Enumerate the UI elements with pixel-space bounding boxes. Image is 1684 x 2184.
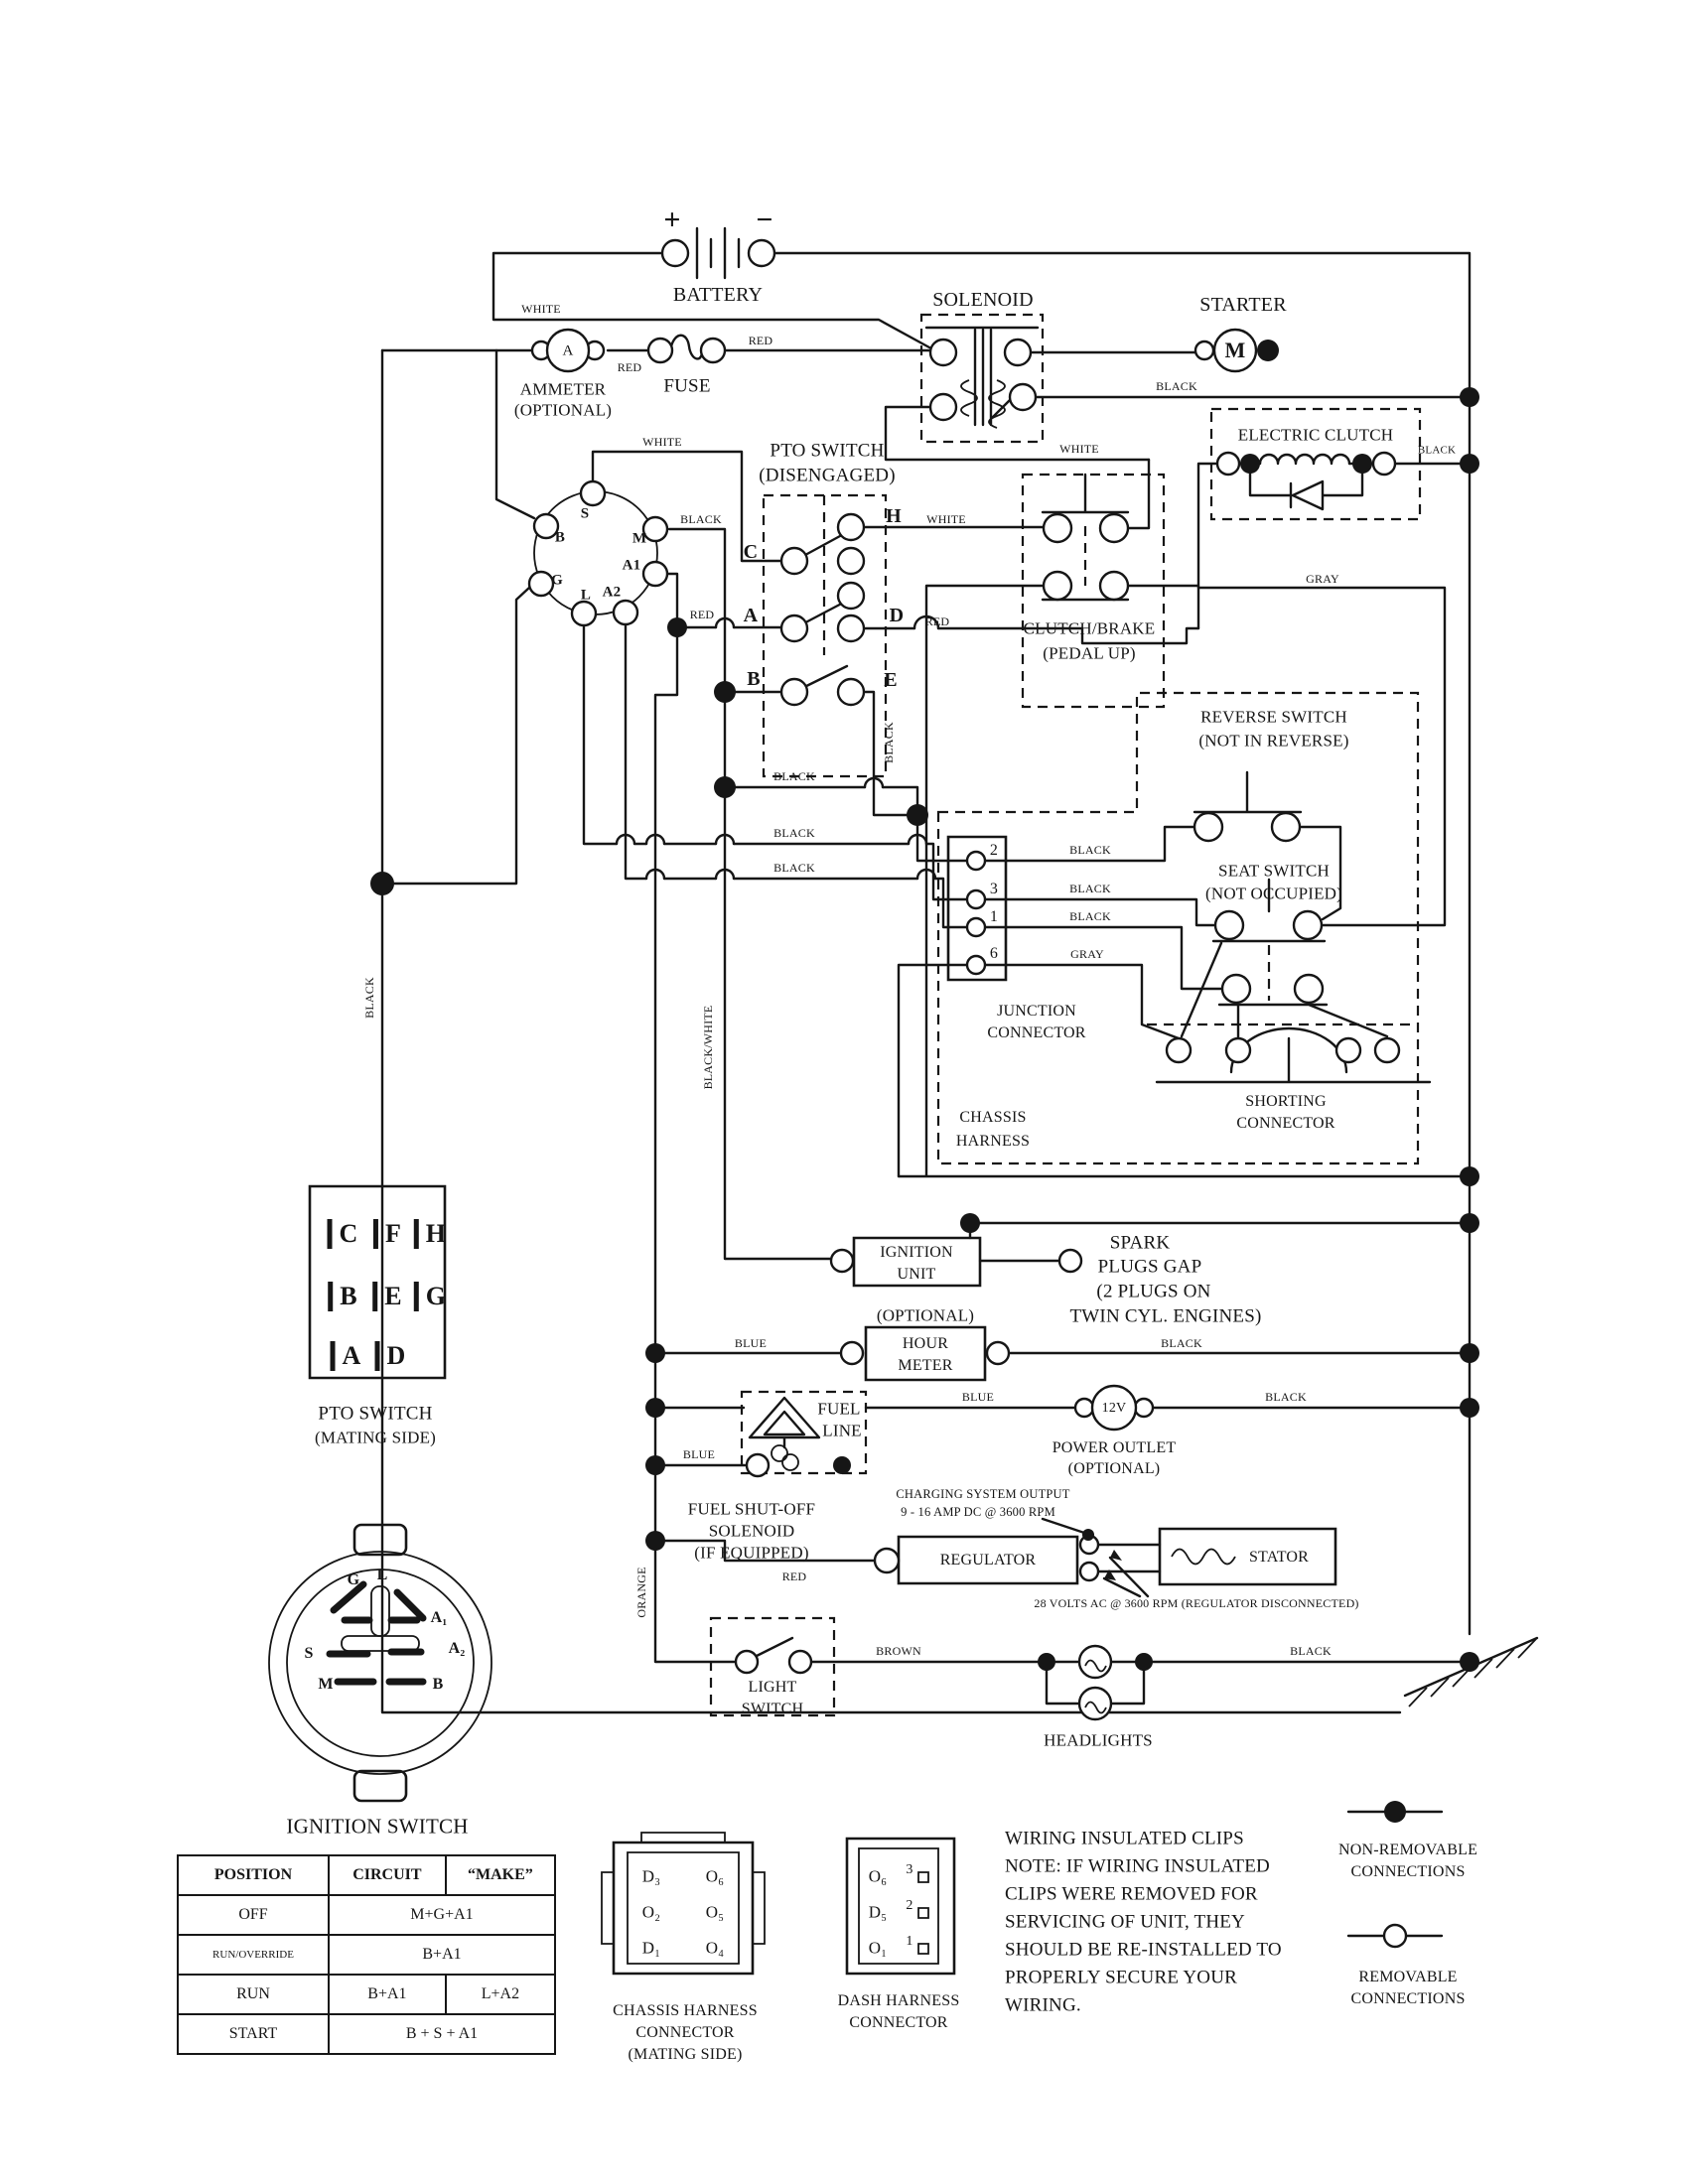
wire-white-1: WHITE [521,302,561,316]
light-switch-symbol [736,1638,811,1673]
starter-m: M [1224,338,1246,362]
wire-black-hour: BLACK [1161,1336,1202,1350]
dash-conn-pin-3n: 1 [906,1934,913,1949]
ign-pin-a1: A1 [622,557,641,574]
fuel-solenoid-label-1: FUEL SHUT-OFF [687,1499,816,1519]
dash-conn-pin-1: O₆ [868,1866,888,1886]
wire-black-clutch: BLACK [1417,444,1457,457]
dash-conn-pin-2n: 2 [906,1898,913,1913]
electric-clutch-symbol [1217,453,1395,509]
ground-symbol [1405,1638,1537,1706]
pto-pin-h: H [886,505,902,527]
junction-pin-3: 3 [989,881,999,897]
ammeter-label-1: AMMETER [519,379,607,399]
wire-red-1: RED [617,360,642,374]
wire-red-d: RED [924,614,950,628]
ign-pin-l: L [580,587,592,604]
spark-label-2: PLUGS GAP [1097,1256,1202,1278]
pto-mating-pin-f: F [373,1219,401,1249]
junction-pin-2: 2 [989,842,999,859]
note-line-6: PROPERLY SECURE YOUR [1005,1967,1238,1988]
note-line-1: WIRING INSULATED CLIPS [1005,1828,1244,1849]
chassis-conn-pin-6: O₄ [705,1938,725,1958]
solenoid-label: SOLENOID [932,289,1034,311]
table-cell: OFF [178,1895,329,1935]
starter-label: STARTER [1199,294,1287,316]
table-cell: B + S + A1 [329,2014,555,2054]
ign-conn-s: S [304,1645,314,1662]
wire-gray-j6: GRAY [1070,947,1104,961]
ammeter-a: A [562,342,574,359]
wire-black-e: BLACK [882,722,896,763]
table-cell: L+A2 [446,1975,555,2014]
light-switch-label-2: SWITCH [741,1701,804,1717]
chassis-conn-label-3: (MATING SIDE) [628,2046,743,2063]
wire-red-2: RED [748,334,773,347]
note-line-2: NOTE: IF WIRING INSULATED [1005,1855,1270,1877]
dash-conn-pin-1n: 3 [906,1862,913,1877]
stator-box [1160,1529,1335,1584]
junction-connector-pins [967,852,985,974]
pto-mating-pin-a: A [331,1341,361,1371]
table-cell: M+G+A1 [329,1895,555,1935]
seat-switch-symbol [1157,880,1430,1082]
wire-gray-1: GRAY [1306,572,1339,586]
table-body [178,1895,555,2054]
ign-pin-m: M [632,530,647,547]
chassis-conn-pin-1: D₃ [641,1866,661,1886]
wire-black-j3: BLACK [1069,882,1111,895]
solenoid-symbol [926,328,1038,428]
table-row [178,2014,555,2054]
charging-label-1: CHARGING SYSTEM OUTPUT [896,1486,1070,1501]
table-row [178,1895,555,1935]
chassis-conn-pin-3: O₂ [641,1902,661,1922]
fuse-label: FUSE [663,375,711,397]
headlights-label: HEADLIGHTS [1044,1730,1153,1750]
ign-conn-a1: A₁ [430,1609,448,1626]
ign-pin-g: G [551,572,563,589]
ign-conn-m: M [318,1676,334,1693]
reverse-switch-label-1: REVERSE SWITCH [1200,707,1347,727]
hour-meter-label-2: METER [898,1357,953,1374]
wire-red-regulator: RED [781,1570,807,1583]
wire-red-a1: RED [689,608,715,621]
note-line-7: WIRING. [1005,1994,1081,2016]
table-header-circuit: CIRCUIT [329,1855,446,1895]
pto-pin-b: B [747,668,761,690]
regulator-symbol [875,1529,1235,1596]
ign-pin-s: S [580,505,590,522]
wire-black-band-3: BLACK [773,861,815,875]
junction-label-1: JUNCTION [997,1003,1076,1020]
table-row [178,1975,555,2014]
pto-mating-pin-h: H [414,1219,446,1249]
chassis-harness-label-2: HARNESS [955,1133,1031,1150]
ignition-switch-label: IGNITION SWITCH [286,1814,469,1839]
battery-plus-sign: + [663,204,681,236]
dash-conn-label-2: CONNECTOR [849,2014,948,2031]
table-header-make: “MAKE” [446,1855,555,1895]
hour-meter-optional: (OPTIONAL) [876,1305,975,1325]
power-outlet-12v: 12V [1101,1401,1127,1416]
dash-conn-label-1: DASH HARNESS [837,1992,960,2009]
wire-black-white: BLACK/WHITE [701,1005,715,1090]
wire-blue-hour: BLUE [734,1336,768,1350]
wire-black-m: BLACK [680,512,722,526]
seat-switch-label-2: (NOT OCCUPIED) [1204,884,1343,903]
wire-black-j1: BLACK [1069,909,1111,923]
wire-white-h: WHITE [926,512,966,526]
light-switch-label-1: LIGHT [748,1679,797,1696]
wire-blue-outlet: BLUE [961,1390,995,1404]
electric-clutch-label: ELECTRIC CLUTCH [1237,425,1394,445]
spark-label-1: SPARK [1109,1232,1171,1254]
pto-pin-c: C [743,541,759,563]
pto-mating-pin-g: G [414,1282,446,1311]
power-outlet-label-1: POWER OUTLET [1052,1439,1177,1456]
ammeter-label-2: (OPTIONAL) [513,400,613,420]
fuel-solenoid-label-2: SOLENOID [708,1521,795,1541]
table-cell: B+A1 [329,1975,446,2014]
wire-black-headlights: BLACK [1290,1644,1332,1658]
wire-black-left-bus: BLACK [362,977,376,1019]
legend-nonremovable-2: CONNECTIONS [1350,1863,1466,1880]
ign-conn-b: B [432,1676,444,1693]
clutch-brake-label-1: CLUTCH/BRAKE [1023,618,1156,638]
pto-mating-pin-e: E [372,1282,402,1311]
pto-switch-label-1: PTO SWITCH [770,440,885,462]
wire-black-band-2: BLACK [773,826,815,840]
legend-removable-1: REMOVABLE [1358,1969,1458,1985]
chassis-harness-label-1: CHASSIS [959,1109,1027,1126]
table-header-position: POSITION [178,1855,329,1895]
chassis-harness-connector-icon [602,1833,765,1974]
ignition-switch-table [177,1854,556,2055]
dash-conn-pin-2: D₅ [868,1902,888,1922]
pto-mating-pin-d: D [375,1341,406,1371]
headlights-symbol [1038,1646,1153,1719]
pto-switch-contacts [781,514,864,705]
fuel-line-label-1: FUEL [817,1399,861,1419]
ign-conn-a2: A₂ [448,1640,466,1657]
non-removable-connection-icon [1384,1801,1406,1823]
power-outlet-label-2: (OPTIONAL) [1067,1460,1161,1477]
removable-connection-icon [1384,1925,1406,1947]
wire-black-j2: BLACK [1069,843,1111,857]
dash-conn-pin-3: O₁ [868,1938,888,1958]
ignition-unit-label-2: UNIT [897,1266,936,1283]
chassis-conn-pin-5: D₁ [641,1938,661,1958]
table-cell: START [178,2014,329,2054]
pto-mating-label-2: (MATING SIDE) [314,1428,437,1447]
wire-black-band-1: BLACK [773,769,815,783]
chassis-conn-pin-2: O₆ [705,1866,725,1886]
note-line-4: SERVICING OF UNIT, THEY [1005,1911,1245,1933]
charging-label-2: 9 - 16 AMP DC @ 3600 RPM [901,1504,1055,1519]
pto-mating-label-1: PTO SWITCH [318,1403,433,1425]
spark-label-3: (2 PLUGS ON [1096,1281,1211,1302]
fuel-line-label-2: LINE [822,1421,862,1440]
table-cell: B+A1 [329,1935,555,1975]
wire-white-2: WHITE [642,435,682,449]
pto-pin-d: D [889,605,905,626]
shorting-label-2: CONNECTOR [1236,1115,1335,1132]
volts-label: 28 VOLTS AC @ 3600 RPM (REGULATOR DISCONNECTED) [1034,1596,1359,1610]
dash-harness-connector-icon [847,1839,954,1974]
chassis-conn-pin-4: O₅ [705,1902,725,1922]
seat-switch-label-1: SEAT SWITCH [1218,861,1330,881]
junction-label-2: CONNECTOR [987,1024,1086,1041]
wire-brown: BROWN [876,1644,921,1658]
note-line-5: SHOULD BE RE-INSTALLED TO [1005,1939,1282,1961]
wire-white-3: WHITE [1059,442,1099,456]
table-cell: RUN [178,1975,329,2014]
note-line-3: CLIPS WERE REMOVED FOR [1005,1883,1258,1905]
battery-label: BATTERY [672,284,764,306]
spark-label-4: TWIN CYL. ENGINES) [1069,1305,1262,1327]
ign-conn-g: G [347,1571,360,1588]
junction-pin-1: 1 [989,908,999,925]
fuel-solenoid-label-3: (IF EQUIPPED) [694,1543,809,1563]
junction-pin-6: 6 [989,945,999,962]
pto-mating-pin-c: C [328,1219,358,1249]
shorting-label-1: SHORTING [1245,1093,1327,1110]
wire-black-outlet: BLACK [1265,1390,1307,1404]
legend-nonremovable-1: NON-REMOVABLE [1337,1842,1478,1858]
ign-conn-l: L [376,1567,388,1583]
table-cell: RUN/OVERRIDE [178,1935,329,1975]
fuse-symbol [648,336,725,362]
chassis-conn-label-1: CHASSIS HARNESS [613,2002,758,2019]
chassis-conn-label-2: CONNECTOR [635,2024,735,2041]
pto-switch-label-2: (DISENGAGED) [759,465,896,486]
ign-pin-b: B [554,529,566,546]
clutch-brake-label-2: (PEDAL UP) [1043,643,1136,663]
table-row [178,1935,555,1975]
pto-pin-e: E [884,669,898,691]
ignition-switch-schematic [529,481,667,625]
pto-mating-pin-b: B [328,1282,357,1311]
ignition-unit-label-1: IGNITION [880,1244,953,1261]
ign-pin-a2: A2 [602,584,622,601]
stator-label: STATOR [1248,1549,1310,1566]
regulator-label: REGULATOR [939,1552,1037,1569]
reverse-switch-label-2: (NOT IN REVERSE) [1198,731,1349,751]
wire-orange: ORANGE [634,1567,648,1618]
pto-pin-a: A [743,605,759,626]
battery-minus-sign: − [756,204,773,236]
wire-blue-fuel: BLUE [682,1447,716,1461]
legend-removable-2: CONNECTIONS [1350,1990,1466,2007]
hour-meter-label-1: HOUR [902,1335,949,1352]
wire-black-solenoid: BLACK [1156,379,1197,393]
